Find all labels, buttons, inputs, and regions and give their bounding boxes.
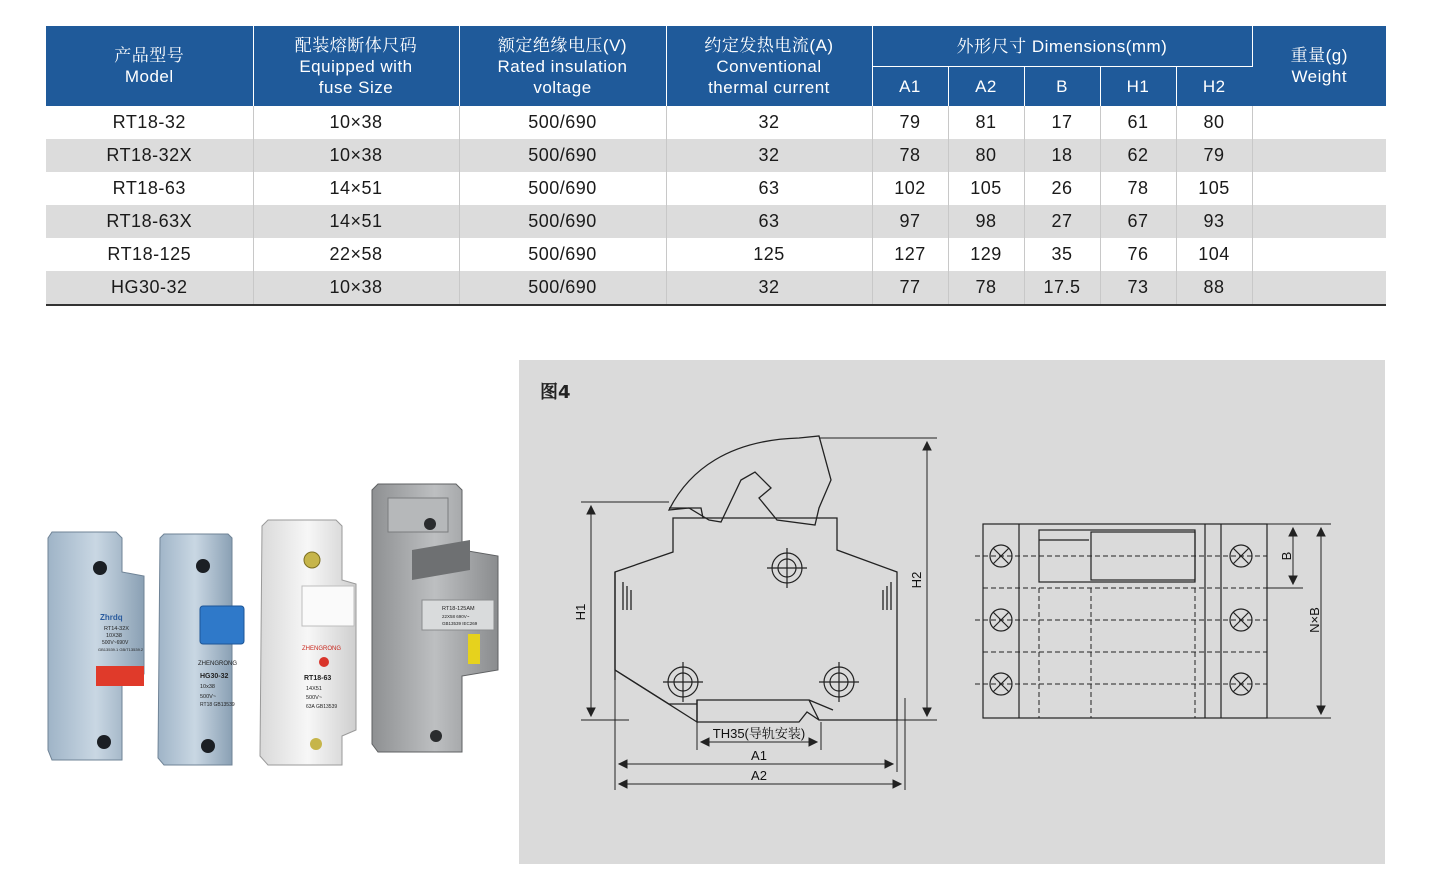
cell-h2: 104 [1176,238,1252,271]
cell-h2: 93 [1176,205,1252,238]
svg-text:22X58 690V~: 22X58 690V~ [442,614,470,619]
cell-weight [1252,238,1386,271]
cell-voltage: 500/690 [459,106,666,139]
fuse-holder-rt18-32x [48,532,144,760]
cell-a2: 81 [948,106,1024,139]
svg-text:500V~690V: 500V~690V [102,640,129,646]
svg-text:10X38: 10X38 [106,633,122,639]
cell-a2: 78 [948,271,1024,305]
product-photo [40,480,505,770]
svg-text:RT18-63: RT18-63 [304,675,332,682]
svg-text:RT14-32X: RT14-32X [104,626,129,632]
cell-a2: 80 [948,139,1024,172]
cell-h1: 61 [1100,106,1176,139]
cell-a1: 77 [872,271,948,305]
svg-text:GB13539 IEC269: GB13539 IEC269 [442,621,478,626]
table-row [46,106,1386,139]
header-model: 产品型号 Model [46,26,253,106]
cell-b: 35 [1024,238,1100,271]
cell-model: RT18-63X [46,205,253,238]
cell-weight [1252,172,1386,205]
table-row [46,172,1386,205]
svg-text:14X51: 14X51 [306,686,322,692]
cell-h1: 62 [1100,139,1176,172]
header-b: B [1024,67,1100,107]
cell-current: 32 [666,106,872,139]
cell-h2: 79 [1176,139,1252,172]
diagram-drawing [519,360,1385,864]
header-current: 约定发热电流(A) Conventional thermal current [666,26,872,106]
fuse-holder-rt18-125 [372,484,498,752]
svg-text:500V~: 500V~ [306,695,323,701]
cell-b: 17 [1024,106,1100,139]
cell-a1: 127 [872,238,948,271]
cell-a2: 129 [948,238,1024,271]
cell-h2: 88 [1176,271,1252,305]
cell-fuse-size: 14×51 [253,205,459,238]
label-h1: H1 [573,603,588,621]
cell-voltage: 500/690 [459,271,666,305]
header-a1: A1 [872,67,948,107]
cell-model: RT18-32 [46,106,253,139]
cell-voltage: 500/690 [459,172,666,205]
cell-h1: 78 [1100,172,1176,205]
cell-weight [1252,271,1386,305]
cell-voltage: 500/690 [459,139,666,172]
cell-model: HG30-32 [46,271,253,305]
cell-fuse-size: 10×38 [253,106,459,139]
header-fuse-size: 配装熔断体尺码 Equipped with fuse Size [253,26,459,106]
cell-a1: 102 [872,172,948,205]
table-row [46,271,1386,305]
header-weight: 重量(g) Weight [1252,26,1386,106]
cell-weight [1252,106,1386,139]
cell-h2: 80 [1176,106,1252,139]
side-view [615,436,897,722]
top-view [983,524,1267,718]
cell-b: 17.5 [1024,271,1100,305]
cell-h2: 105 [1176,172,1252,205]
svg-text:ZHENGRONG: ZHENGRONG [302,646,341,652]
header-voltage: 额定绝缘电压(V) Rated insulation voltage [459,26,666,106]
header-h1: H1 [1100,67,1176,107]
cell-a1: 79 [872,106,948,139]
header-h2: H2 [1176,67,1252,107]
fuse-holder-hg30-32 [158,534,244,765]
cell-fuse-size: 10×38 [253,139,459,172]
screw-symbols-side [663,548,859,702]
cell-weight [1252,139,1386,172]
cell-b: 18 [1024,139,1100,172]
table-row [46,139,1386,172]
label-h2: H2 [909,571,924,589]
cell-fuse-size: 10×38 [253,271,459,305]
cell-b: 27 [1024,205,1100,238]
svg-text:RT18 GB13539: RT18 GB13539 [200,702,235,708]
label-a2: A2 [751,768,767,783]
cell-model: RT18-63 [46,172,253,205]
svg-text:Zhrdq: Zhrdq [100,613,123,622]
table-row [46,238,1386,271]
svg-text:GB13539.1 GB/T13539.2: GB13539.1 GB/T13539.2 [98,647,144,652]
cell-fuse-size: 14×51 [253,172,459,205]
cell-b: 26 [1024,172,1100,205]
cell-current: 63 [666,172,872,205]
cell-current: 32 [666,139,872,172]
cell-a1: 78 [872,139,948,172]
label-nxb: N×B [1307,607,1322,633]
svg-text:HG30-32: HG30-32 [200,673,229,680]
label-b: B [1279,551,1294,561]
label-rail: TH35(导轨安装) [712,726,806,741]
cell-h1: 67 [1100,205,1176,238]
table-row [46,205,1386,238]
cell-h1: 73 [1100,271,1176,305]
fuse-holder-rt18-63 [260,520,356,765]
svg-text:RT18-125AM: RT18-125AM [442,606,475,612]
svg-text:10x38: 10x38 [200,684,215,690]
cell-current: 125 [666,238,872,271]
cell-a2: 105 [948,172,1024,205]
cell-current: 32 [666,271,872,305]
svg-text:500V~: 500V~ [200,694,217,700]
cell-model: RT18-32X [46,139,253,172]
dimension-diagram [519,360,1385,864]
cell-weight [1252,205,1386,238]
header-a2: A2 [948,67,1024,107]
cell-voltage: 500/690 [459,238,666,271]
cell-a2: 98 [948,205,1024,238]
label-a1: A1 [751,748,767,763]
cell-fuse-size: 22×58 [253,238,459,271]
cell-h1: 76 [1100,238,1176,271]
spec-table [46,26,1386,306]
svg-text:63A GB13539: 63A GB13539 [306,704,338,710]
header-dimensions: 外形尺寸 Dimensions(mm) [872,26,1252,67]
cell-a1: 97 [872,205,948,238]
cell-voltage: 500/690 [459,205,666,238]
figure-label: 图4 [540,382,571,403]
svg-text:ZHENGRONG: ZHENGRONG [198,661,237,667]
cell-model: RT18-125 [46,238,253,271]
cell-current: 63 [666,205,872,238]
